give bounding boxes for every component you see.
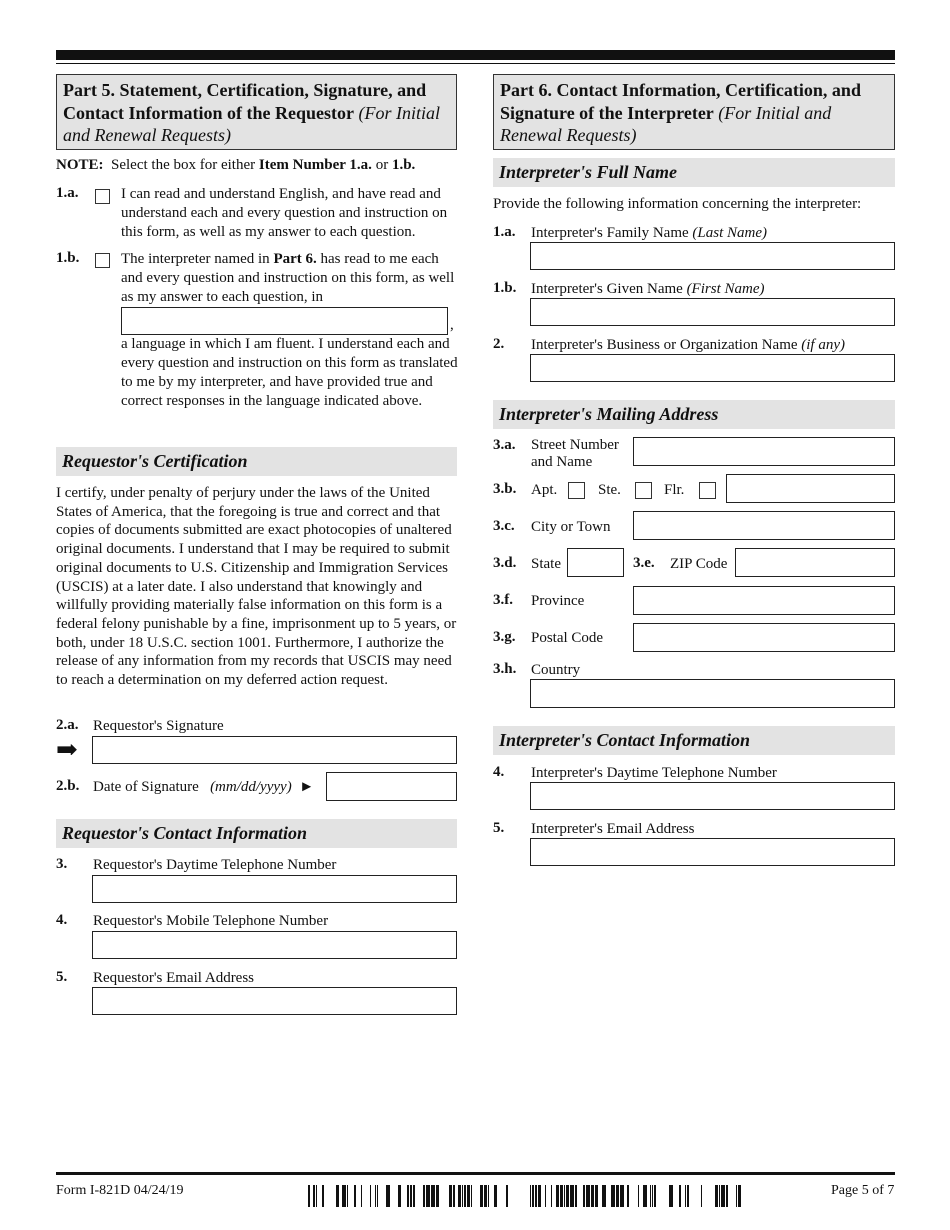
- province-field[interactable]: [633, 586, 895, 615]
- interpreter-email-label: Interpreter's Email Address: [531, 821, 695, 837]
- flr-label: Flr.: [664, 482, 685, 498]
- city-field[interactable]: [633, 511, 895, 540]
- item-1b-part-ref: Part 6.: [273, 251, 317, 267]
- requestor-mobile-phone-field[interactable]: [92, 931, 457, 959]
- requestor-signature-field[interactable]: [92, 736, 457, 764]
- interpreter-intro: Provide the following information concerning the interpreter:: [493, 196, 862, 212]
- item-4-number: 4.: [56, 912, 68, 928]
- interpreter-name-heading: Interpreter's Full Name: [493, 158, 895, 187]
- item-4-label: Requestor's Mobile Telephone Number: [93, 913, 329, 929]
- interpreter-contact-heading: Interpreter's Contact Information: [493, 726, 895, 755]
- form-id: Form I-821D 04/24/19: [56, 1183, 184, 1198]
- postal-code-label: Postal Code: [531, 630, 604, 646]
- apt-checkbox[interactable]: [568, 482, 585, 499]
- requestor-contact-heading: Requestor's Contact Information: [56, 819, 457, 848]
- note-text: Select the box for either: [111, 157, 256, 173]
- item-2b-number: 2.b.: [56, 778, 80, 794]
- barcode-image: [308, 1185, 744, 1207]
- province-label: Province: [531, 593, 585, 609]
- unit-number-field[interactable]: [726, 474, 895, 503]
- item-2b-label: [93, 778, 314, 797]
- country-field[interactable]: [530, 679, 895, 708]
- r-item-1b-label: [531, 280, 764, 299]
- street-label-line2: and Name: [531, 454, 593, 470]
- interpreter-phone-field[interactable]: [530, 782, 895, 810]
- item-1b-text: [121, 250, 461, 307]
- note-label: NOTE:: [56, 157, 104, 173]
- interpreter-business-name-field[interactable]: [530, 354, 895, 382]
- date-of-signature-field[interactable]: [326, 772, 457, 801]
- r-item-3f-number: 3.f.: [493, 592, 513, 608]
- ste-label: Ste.: [598, 482, 621, 498]
- item-1a-text: I can read and understand English, and have read and understand each and every question and instruction on this form, as well as my answer to each question.: [121, 186, 448, 240]
- note-item-a: Item Number 1.a.: [258, 157, 372, 173]
- r-item-2-label: [531, 336, 845, 355]
- interpreter-given-name-field[interactable]: [530, 298, 895, 326]
- business-name-label: Interpreter's Business or Organization Name: [531, 337, 798, 353]
- requestor-email-field[interactable]: [92, 987, 457, 1015]
- postal-code-field[interactable]: [633, 623, 895, 652]
- family-name-label: Interpreter's Family Name: [531, 225, 689, 241]
- part5-subtitle: (For Initial and Renewal Requests): [63, 102, 440, 145]
- r-item-3h-number: 3.h.: [493, 661, 517, 677]
- date-of-signature-label: Date of Signature: [93, 779, 199, 795]
- r-item-5-number: 5.: [493, 820, 505, 836]
- r-item-1b-number: 1.b.: [493, 280, 517, 296]
- certification-text: I certify, under penalty of perjury under the laws of the United States of America, that the foregoing is true and correct and that copies of documents submitted are exact photocopies of unaltered original documents. I understand that I may be required to submit original documents to U.S. Citizenship and Immigration Services (USCIS) at a later date. I also understand that knowingly and willfully providing materially false information on this form is a federal felony punishable by a fine, imprisonment up to 5 years, or both, under 18 U.S.C. section 1001. Furthermore, I authorize the release of any information from my records that USCIS may need to reach a determination on my deferred action request.: [56, 485, 457, 689]
- item-5-number: 5.: [56, 969, 68, 985]
- footer-rule: [56, 1172, 895, 1175]
- part6-subtitle: (For Initial and Renewal Requests): [500, 102, 832, 145]
- street-field[interactable]: [633, 437, 895, 466]
- r-item-3g-number: 3.g.: [493, 629, 516, 645]
- note-item-b: 1.b.: [391, 157, 416, 173]
- ste-checkbox[interactable]: [635, 482, 652, 499]
- given-name-hint: (First Name): [686, 281, 765, 297]
- interpreter-email-field[interactable]: [530, 838, 895, 866]
- item-1b-checkbox[interactable]: [95, 253, 110, 268]
- item-1a-number: 1.a.: [56, 185, 79, 201]
- note-or: or: [375, 157, 389, 173]
- date-pointer-icon: ►: [299, 779, 315, 795]
- street-label: [531, 437, 619, 471]
- item-1b-text-post: has read to me each and every question and instruction on this form, as well as my answer to each question, in: [121, 251, 455, 305]
- top-rule-thin: [56, 63, 895, 64]
- part5-title: Part 5. Statement, Certification, Signature, and Contact Information of the Requestor: [63, 80, 427, 123]
- item-1b-text-after: a language in which I am fluent. I understand each and every question and instruction on this form as translated to me by my interpreter, and have provided true and correct responses in the language indicated above.: [121, 336, 458, 409]
- family-name-hint: (Last Name): [692, 225, 767, 241]
- zip-label: ZIP Code: [670, 556, 728, 572]
- city-label: City or Town: [531, 519, 611, 535]
- zip-field[interactable]: [735, 548, 895, 577]
- r-item-3b-number: 3.b.: [493, 481, 517, 497]
- item-1a-checkbox[interactable]: [95, 189, 110, 204]
- date-format-hint: (mm/dd/yyyy): [210, 779, 292, 795]
- interpreter-language-field[interactable]: [121, 307, 448, 335]
- item-3-label: Requestor's Daytime Telephone Number: [93, 857, 337, 873]
- r-item-2-number: 2.: [493, 336, 505, 352]
- page-number: Page 5 of 7: [831, 1183, 895, 1198]
- item-3-number: 3.: [56, 856, 68, 872]
- interpreter-family-name-field[interactable]: [530, 242, 895, 270]
- r-item-1a-number: 1.a.: [493, 224, 516, 240]
- part6-title: Part 6. Contact Information, Certification, and Signature of the Interpreter: [500, 80, 861, 123]
- r-item-3a-number: 3.a.: [493, 437, 516, 453]
- apt-label: Apt.: [531, 482, 558, 498]
- interpreter-phone-label: Interpreter's Daytime Telephone Number: [531, 765, 777, 781]
- street-label-line1: Street Number: [531, 437, 619, 453]
- country-label: Country: [531, 662, 581, 678]
- item-1b-text-pre: The interpreter named in: [121, 251, 270, 267]
- business-name-hint: (if any): [801, 337, 845, 353]
- requestor-daytime-phone-field[interactable]: [92, 875, 457, 903]
- top-rule-thick: [56, 50, 895, 60]
- signature-arrow-icon: ➡: [56, 735, 78, 764]
- given-name-label: Interpreter's Given Name: [531, 281, 683, 297]
- part6-header: [493, 74, 895, 150]
- item-5-label: Requestor's Email Address: [93, 970, 255, 986]
- interpreter-mailing-heading: Interpreter's Mailing Address: [493, 400, 895, 429]
- note-line: [56, 156, 466, 175]
- r-item-1a-label: [531, 224, 767, 243]
- r-item-4-number: 4.: [493, 764, 505, 780]
- r-item-3e-number: 3.e.: [633, 555, 655, 571]
- item-2a-number: 2.a.: [56, 717, 79, 733]
- item-1b-number: 1.b.: [56, 250, 80, 266]
- part5-header: [56, 74, 457, 150]
- language-comma: ,: [450, 317, 454, 333]
- state-label: State: [531, 556, 561, 572]
- flr-checkbox[interactable]: [699, 482, 716, 499]
- item-2a-label: Requestor's Signature: [93, 718, 224, 734]
- state-field[interactable]: [567, 548, 624, 577]
- r-item-3c-number: 3.c.: [493, 518, 515, 534]
- r-item-3d-number: 3.d.: [493, 555, 517, 571]
- requestor-certification-heading: Requestor's Certification: [56, 447, 457, 476]
